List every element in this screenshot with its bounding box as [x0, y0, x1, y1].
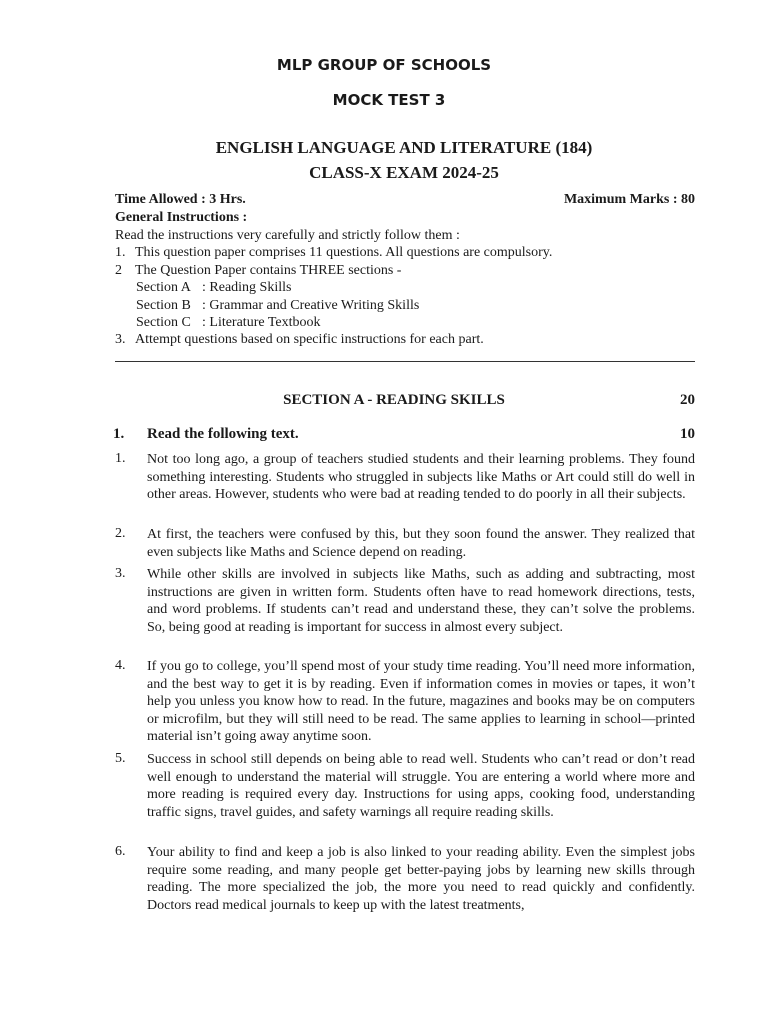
- paragraph-number: 4.: [115, 658, 126, 673]
- section-line: [136, 298, 419, 314]
- paragraph-text: At first, the teachers were confused by this, but they soon found the answer. They realized that even subjects like Maths and Science depend on reading.: [147, 527, 695, 560]
- paragraph-text: Your ability to find and keep a job is also linked to your reading ability. Even the simplest jobs require some reading, and many people get better-paying jobs by learning new skills through reading. The more specialized the job, the more you need to read quickly and confidently. Doctors read medical journals to keep up with the latest treatments,: [147, 845, 695, 913]
- paragraph-number: 3.: [115, 566, 126, 581]
- paragraph-text: Success in school still depends on being able to read well. Students who can’t read or don’t read well enough to understand the material will struggle. You are entering a world where more and more reading is required every day. Instructions for using apps, cooking food, understanding traffic signs, travel guides, and safety warnings all require reading skills.: [147, 752, 695, 820]
- section-label: Section B: [136, 298, 191, 313]
- instruction-text: The Question Paper contains THREE sections -: [135, 263, 402, 278]
- divider: [115, 361, 695, 362]
- instruction-number: 2: [115, 263, 122, 278]
- section-label: Section C: [136, 315, 191, 330]
- instruction-text: This question paper comprises 11 questions. All questions are compulsory.: [135, 245, 553, 260]
- instruction-item: [115, 263, 401, 279]
- section-label: Section A: [136, 280, 191, 295]
- maximum-marks: Maximum Marks : 80: [563, 192, 695, 207]
- paragraph-text: If you go to college, you’ll spend most of your study time reading. You’ll need more information, and the best way to get it is by reading. Even if information comes in movies or tapes, it won’t help you unless you know how to read. In the future, magazines and books may be on computers or microfilm, but they will still need to be read. The same applies to learning in school—printed material isn’t going away anytime soon.: [147, 659, 695, 745]
- instruction-item: [115, 245, 552, 261]
- instructions-intro: Read the instructions very carefully and strictly follow them :: [115, 228, 460, 243]
- paragraph-text: Not too long ago, a group of teachers studied students and their learning problems. They found something interesting. Students who struggled in subjects like Maths or Art could still do well in other areas. However, students who were bad at reading tended to do poorly in all their subjects.: [147, 452, 695, 503]
- instruction-text: Attempt questions based on specific instructions for each part.: [135, 332, 484, 347]
- section-name: : Reading Skills: [202, 280, 292, 295]
- question-marks: 10: [680, 426, 695, 442]
- time-allowed: Time Allowed : 3 Hrs.: [115, 192, 246, 207]
- section-name: : Grammar and Creative Writing Skills: [202, 298, 420, 313]
- instruction-number: 3.: [115, 332, 126, 347]
- section-line: [136, 315, 321, 331]
- paragraph-text: While other skills are involved in subjects like Maths, such as adding and subtracting, most instructions are given in written form. Students often have to read homework directions, tests, and word problems. If students can’t read and understand these, they can’t solve the problems. So, being good at reading is important for success in almost every subject.: [147, 567, 695, 635]
- paragraph-number: 2.: [115, 526, 126, 541]
- question-number: 1.: [113, 426, 125, 442]
- exam-title: CLASS-X EXAM 2024-25: [309, 163, 499, 182]
- instructions-heading: General Instructions :: [115, 210, 248, 225]
- paragraph-number: 5.: [115, 751, 126, 766]
- section-line: [136, 280, 291, 296]
- section-a-title: SECTION A - READING SKILLS: [283, 392, 505, 408]
- paragraph-number: 6.: [115, 844, 126, 859]
- instruction-number: 1.: [115, 245, 126, 260]
- test-title: MOCK TEST 3: [332, 91, 446, 109]
- question-text: Read the following text.: [147, 426, 299, 442]
- section-a-marks: 20: [680, 392, 695, 408]
- instruction-item: [115, 332, 484, 348]
- subject-title: ENGLISH LANGUAGE AND LITERATURE (184): [215, 138, 593, 157]
- paragraph-number: 1.: [115, 451, 126, 466]
- section-name: : Literature Textbook: [202, 315, 321, 330]
- school-name: MLP GROUP OF SCHOOLS: [276, 56, 492, 74]
